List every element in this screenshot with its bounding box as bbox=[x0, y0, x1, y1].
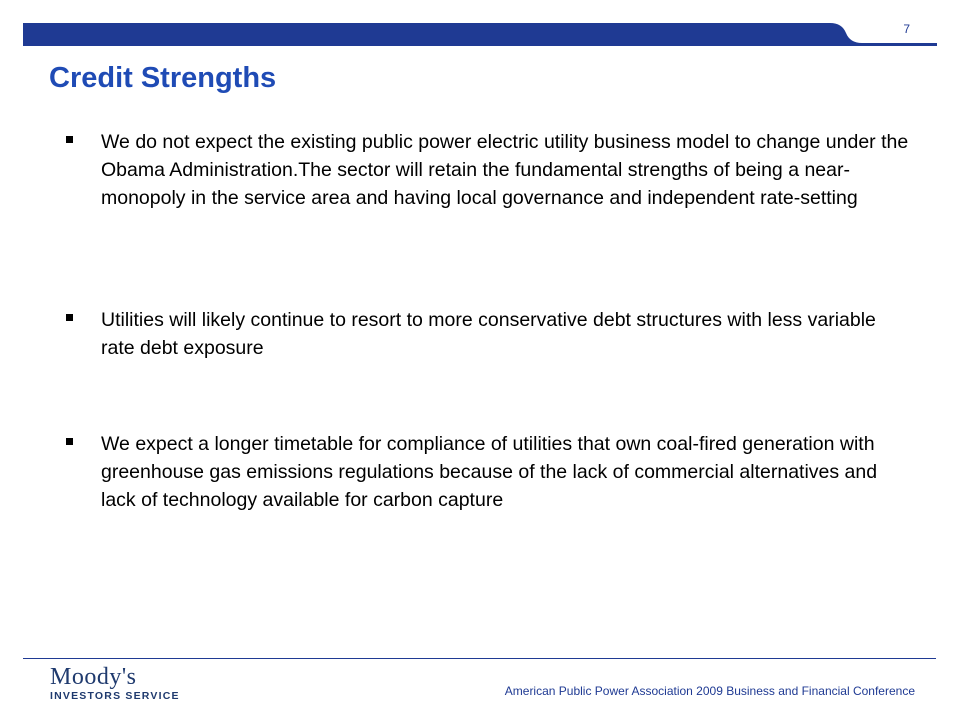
moodys-logo bbox=[50, 666, 180, 702]
page-number: 7 bbox=[903, 22, 910, 36]
header-bar bbox=[0, 0, 960, 50]
bullet-text: We do not expect the existing public power electric utility business model to change under the Obama Administration.The sector will retain the fundamental strengths of being a near-monopoly in the service area and having local governance and independent rate-setting bbox=[101, 131, 909, 209]
footer-divider bbox=[23, 658, 936, 659]
logo-tagline: INVESTORS SERVICE bbox=[50, 690, 180, 702]
logo-wordmark: Moody's bbox=[50, 664, 137, 690]
square-bullet-icon bbox=[66, 314, 73, 321]
bullet-item bbox=[66, 128, 911, 212]
slide-title: Credit Strengths bbox=[49, 62, 277, 94]
bullet-text: We expect a longer timetable for compliance of utilities that own coal-fired generation with greenhouse gas emissions regulations because of the lack of commercial alternatives and lack of technology available for carbon capture bbox=[101, 433, 878, 511]
bullet-item bbox=[66, 430, 911, 514]
conference-name: American Public Power Association 2009 Business and Financial Conference bbox=[504, 684, 915, 698]
bullet-text: Utilities will likely continue to resort to more conservative debt structures with less variable rate debt exposure bbox=[101, 309, 876, 359]
square-bullet-icon bbox=[66, 136, 73, 143]
square-bullet-icon bbox=[66, 438, 73, 445]
bullet-item bbox=[66, 306, 911, 362]
